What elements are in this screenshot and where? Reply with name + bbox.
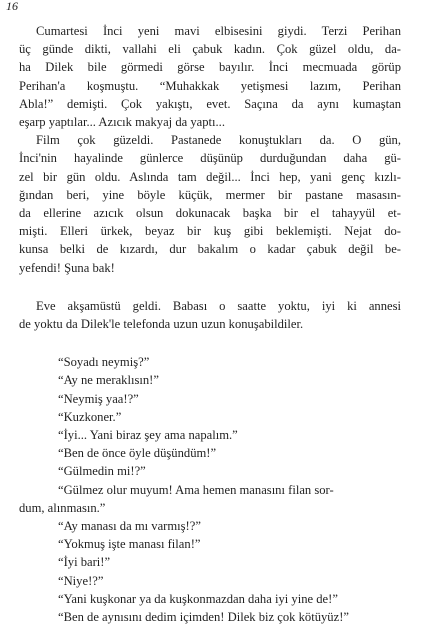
dialogue-line: “Kuzkoner.”	[58, 409, 122, 424]
text-line: yefendi! Şuna bak!	[19, 260, 115, 275]
paragraph-gap	[19, 333, 401, 353]
dialogue-line: “Ben de aynısını dedim içimden! Dilek biz çok kötüyüz!”	[58, 610, 349, 625]
dialogue-line: “Niye!?”	[58, 573, 104, 588]
dialogue-line: “Yokmuş işte manası filan!”	[58, 537, 201, 552]
paragraph-1	[19, 22, 401, 131]
paragraph-3	[19, 297, 401, 333]
dialogue-line: “İyi bari!”	[58, 555, 111, 570]
paragraph-2	[19, 131, 401, 277]
dialogue-line: “Gülmez olur muyum! Ama hemen manasını filan sor-	[58, 482, 334, 497]
text-line: da ellerine azıcık olsun dokunacak başka bir el tahayyül et-	[19, 206, 401, 221]
text-line: de yoktu da Dilek'le telefonda uzun uzun konuşabildiler.	[19, 317, 304, 332]
dialogue-line: “Ben de önce öyle düşündüm!”	[58, 446, 217, 461]
dialogue-line: “Ay ne meraklısın!”	[58, 373, 159, 388]
text-line: Film çok güzeldi. Pastanede konuştukları da. O gün,	[36, 133, 401, 148]
text-line: ğından beri, yine böyle küçük, mermer bir pastane masasın-	[19, 187, 401, 202]
dialogue-line: “İyi... Yani biraz şey ama napalım.”	[58, 428, 238, 443]
dialogue-line: dum, alınmasın.”	[19, 500, 106, 515]
dialogue-line: “Soyadı neymiş?”	[58, 355, 150, 370]
text-line: kunsa belki de kızardı, dur bakalım o kadar çabuk değil be-	[19, 242, 401, 257]
dialogue-line: “Yani kuşkonar ya da kuşkonmazdan daha iyi yine de!”	[58, 591, 338, 606]
page-body	[19, 22, 401, 626]
text-line: mişti. Elleri ürkek, beyaz bir kuş gibi beklemişti. Nejat do-	[19, 224, 401, 239]
text-line: eşarp yaptılar... Azıcık makyaj da yaptı...	[19, 115, 225, 130]
dialogue-line: “Neymiş yaa!?”	[58, 391, 139, 406]
dialogue-line: “Gülmedin mi!?”	[58, 464, 146, 479]
page-number: 16	[6, 0, 18, 13]
paragraph-gap	[19, 277, 401, 297]
text-line: ha Dilek bile görmedi görse bayılır. İnci mecmuada görüp	[19, 60, 401, 75]
text-line: Eve akşamüstü geldi. Babası o saatte yoktu, iyi ki annesi	[36, 298, 401, 313]
dialogue-line: “Ay manası da mı varmış!?”	[58, 519, 201, 534]
dialogue-block	[19, 353, 401, 626]
text-line: zel bir gün oldu. Aslında tam değil... İnci hep, yani genç kızlı-	[19, 169, 401, 184]
text-line: Cumartesi İnci yeni mavi elbisesini giydi. Terzi Perihan	[36, 24, 401, 38]
text-line: Perihan'a koşmuştu. “Muhakkak yetişmesi lazım, Perihan	[19, 78, 401, 93]
text-line: üç günde dikti, vallahi eli çabuk kadın. Çok güzel oldu, da-	[19, 42, 401, 57]
text-line: Abla!” demişti. Çok yakıştı, evet. Saçına da aynı kumaştan	[19, 96, 401, 111]
text-line: İnci'nin hayalinde günlerce düşünüp durduğundan daha gü-	[19, 151, 401, 166]
